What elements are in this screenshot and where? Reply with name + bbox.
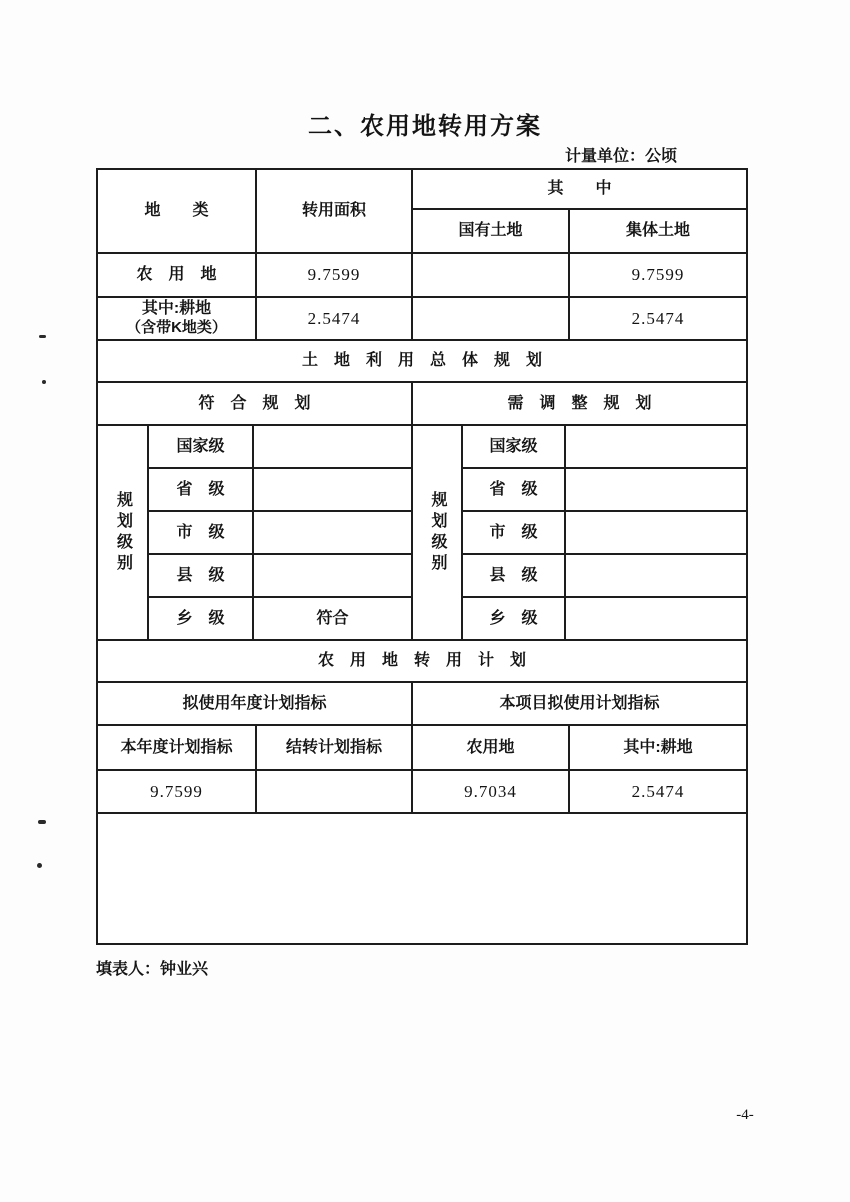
level-value-cell bbox=[254, 555, 413, 598]
table-row-cultivated-land bbox=[98, 298, 746, 341]
conversion-plan-title-band bbox=[98, 641, 746, 683]
quota-value-cell: 9.7599 bbox=[98, 771, 257, 814]
scan-artifact bbox=[38, 820, 46, 824]
adjust-levels-half bbox=[413, 426, 746, 641]
adjust-level-row bbox=[463, 426, 746, 469]
scan-artifact bbox=[37, 863, 42, 868]
overall-plan-title-band bbox=[98, 341, 746, 383]
quota-value-cell bbox=[257, 771, 413, 814]
adjust-plan-header-cell: 需 调 整 规 划 bbox=[413, 383, 746, 426]
conform-level-row bbox=[149, 426, 413, 469]
unit-note: 计量单位：公顷 bbox=[564, 148, 677, 165]
adjust-level-row bbox=[463, 512, 746, 555]
state-owned-value-cell bbox=[413, 298, 570, 341]
land-type-header-cell: 地 类 bbox=[98, 170, 257, 254]
row-label-line1: 其中:耕地 bbox=[141, 300, 212, 318]
quota-group-header-band bbox=[98, 683, 746, 726]
level-value-cell: 符合 bbox=[254, 598, 413, 641]
level-label-cell: 市 级 bbox=[463, 512, 566, 555]
level-label-cell: 国家级 bbox=[463, 426, 566, 469]
of-which-header-cell: 其 中 bbox=[413, 170, 746, 210]
row-label-cell bbox=[98, 298, 257, 341]
level-value-cell bbox=[566, 598, 746, 641]
table-header-band bbox=[98, 170, 746, 254]
conform-level-row bbox=[149, 469, 413, 512]
level-value-cell bbox=[254, 426, 413, 469]
conform-level-row bbox=[149, 598, 413, 641]
overall-plan-title-cell: 土 地 利 用 总 体 规 划 bbox=[98, 341, 746, 383]
plan-levels-band bbox=[98, 426, 746, 641]
project-quota-header-cell: 本项目拟使用计划指标 bbox=[413, 683, 746, 726]
quota-column-header-cell: 本年度计划指标 bbox=[98, 726, 257, 771]
scan-artifact bbox=[42, 380, 46, 384]
empty-remarks-band bbox=[98, 814, 746, 943]
level-value-cell bbox=[254, 512, 413, 555]
level-value-cell bbox=[566, 469, 746, 512]
conversion-area-value-cell: 2.5474 bbox=[257, 298, 413, 341]
collective-value-cell: 9.7599 bbox=[570, 254, 746, 298]
level-label-cell: 乡 级 bbox=[149, 598, 254, 641]
conform-level-row bbox=[149, 555, 413, 598]
state-owned-value-cell bbox=[413, 254, 570, 298]
level-value-cell bbox=[566, 426, 746, 469]
level-value-cell bbox=[566, 555, 746, 598]
level-label-cell: 乡 级 bbox=[463, 598, 566, 641]
quota-values-band bbox=[98, 771, 746, 814]
plan-level-vertical-label: 规划级别 bbox=[98, 426, 149, 641]
form-filler-line: 填表人：钟业兴 bbox=[96, 961, 209, 978]
table-row-agricultural-land bbox=[98, 254, 746, 298]
scan-artifact bbox=[39, 335, 46, 338]
level-label-cell: 省 级 bbox=[463, 469, 566, 512]
level-label-cell: 县 级 bbox=[463, 555, 566, 598]
conversion-area-value-cell: 9.7599 bbox=[257, 254, 413, 298]
quota-value-cell: 2.5474 bbox=[570, 771, 746, 814]
row-label-line2: （含带K地类） bbox=[126, 319, 227, 337]
empty-remarks-cell bbox=[98, 814, 746, 943]
conform-levels-half bbox=[98, 426, 413, 641]
conversion-area-header-cell: 转用面积 bbox=[257, 170, 413, 254]
collective-value-cell: 2.5474 bbox=[570, 298, 746, 341]
row-label-cell: 农 用 地 bbox=[98, 254, 257, 298]
collective-land-header-cell: 集体土地 bbox=[570, 210, 746, 254]
plan-status-header-band bbox=[98, 383, 746, 426]
quota-column-header-band bbox=[98, 726, 746, 771]
quota-column-header-cell: 结转计划指标 bbox=[257, 726, 413, 771]
conform-level-row bbox=[149, 512, 413, 555]
level-label-cell: 国家级 bbox=[149, 426, 254, 469]
plan-level-vertical-label: 规划级别 bbox=[413, 426, 463, 641]
level-value-cell bbox=[566, 512, 746, 555]
level-label-cell: 县 级 bbox=[149, 555, 254, 598]
annual-quota-header-cell: 拟使用年度计划指标 bbox=[98, 683, 413, 726]
adjust-level-row bbox=[463, 555, 746, 598]
level-value-cell bbox=[254, 469, 413, 512]
level-label-cell: 省 级 bbox=[149, 469, 254, 512]
adjust-level-row bbox=[463, 598, 746, 641]
conform-plan-header-cell: 符 合 规 划 bbox=[98, 383, 413, 426]
conversion-plan-title-cell: 农 用 地 转 用 计 划 bbox=[98, 641, 746, 683]
page-number: -4- bbox=[736, 1107, 754, 1123]
of-which-header-group bbox=[413, 170, 746, 254]
quota-value-cell: 9.7034 bbox=[413, 771, 570, 814]
quota-column-header-cell: 农用地 bbox=[413, 726, 570, 771]
level-label-cell: 市 级 bbox=[149, 512, 254, 555]
quota-column-header-cell: 其中:耕地 bbox=[570, 726, 746, 771]
land-conversion-table bbox=[96, 168, 748, 945]
state-owned-land-header-cell: 国有土地 bbox=[413, 210, 570, 254]
adjust-level-row bbox=[463, 469, 746, 512]
page-title: 二、农用地转用方案 bbox=[308, 113, 542, 140]
